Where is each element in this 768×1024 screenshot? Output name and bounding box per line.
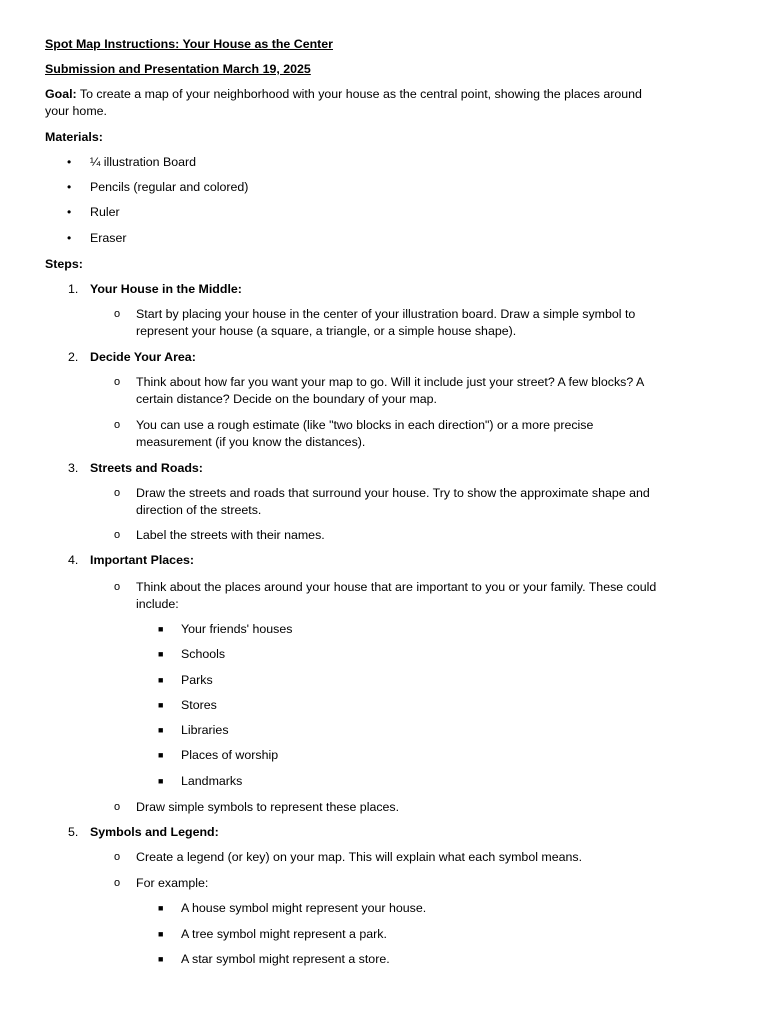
step-text: include: <box>136 597 179 611</box>
step-text: certain distance? Decide on the boundary of your map. <box>136 392 437 406</box>
step-text: direction of the streets. <box>136 503 262 517</box>
step-title: Symbols and Legend: <box>90 825 219 839</box>
goal-line-1 <box>45 87 642 102</box>
circle-bullet-icon: o <box>114 308 121 320</box>
circle-bullet-icon: o <box>114 851 121 863</box>
example-item: A tree symbol might represent a park. <box>181 927 387 941</box>
step-text: Think about the places around your house that are important to you or your family. These could <box>136 580 657 594</box>
square-bullet-icon: ■ <box>158 725 164 735</box>
material-item: ¼ illustration Board <box>90 155 197 169</box>
step-text: Draw simple symbols to represent these places. <box>136 800 400 814</box>
bullet-icon: • <box>67 180 72 194</box>
step-text: measurement (if you know the distances). <box>136 435 366 449</box>
square-bullet-icon: ■ <box>158 776 164 786</box>
materials-heading: Materials: <box>45 130 103 144</box>
square-bullet-icon: ■ <box>158 649 164 659</box>
step-text: Start by placing your house in the center of your illustration board. Draw a simple symbol to <box>136 307 636 321</box>
place-item: Your friends' houses <box>181 622 293 636</box>
material-item: Pencils (regular and colored) <box>90 180 249 194</box>
square-bullet-icon: ■ <box>158 624 164 634</box>
step-number: 4. <box>68 553 79 567</box>
bullet-icon: • <box>67 231 72 245</box>
step-number: 3. <box>68 461 79 475</box>
step-text: Think about how far you want your map to go. Will it include just your street? A few blocks? A <box>136 375 645 389</box>
circle-bullet-icon: o <box>114 801 121 813</box>
submission-date: Submission and Presentation March 19, 2025 <box>45 62 311 76</box>
step-text: Label the streets with their names. <box>136 528 325 542</box>
material-item: Ruler <box>90 205 120 219</box>
example-item: A house symbol might represent your house. <box>181 901 427 915</box>
circle-bullet-icon: o <box>114 487 121 499</box>
circle-bullet-icon: o <box>114 529 121 541</box>
step-text: For example: <box>136 876 209 890</box>
doc-title: Spot Map Instructions: Your House as the Center <box>45 37 334 51</box>
step-title: Decide Your Area: <box>90 350 196 364</box>
circle-bullet-icon: o <box>114 419 121 431</box>
place-item: Libraries <box>181 723 229 737</box>
square-bullet-icon: ■ <box>158 929 164 939</box>
bullet-icon: • <box>67 155 72 169</box>
step-number: 5. <box>68 825 79 839</box>
circle-bullet-icon: o <box>114 581 121 593</box>
steps-heading: Steps: <box>45 257 83 271</box>
square-bullet-icon: ■ <box>158 700 164 710</box>
place-item: Landmarks <box>181 774 243 788</box>
circle-bullet-icon: o <box>114 376 121 388</box>
material-item: Eraser <box>90 231 127 245</box>
place-item: Parks <box>181 673 213 687</box>
square-bullet-icon: ■ <box>158 903 164 913</box>
circle-bullet-icon: o <box>114 877 121 889</box>
place-item: Stores <box>181 698 217 712</box>
goal-label: Goal: <box>45 87 77 101</box>
step-text: Draw the streets and roads that surround your house. Try to show the approximate shape and <box>136 486 650 500</box>
place-item: Places of worship <box>181 748 279 762</box>
bullet-icon: • <box>67 205 72 219</box>
step-number: 1. <box>68 282 79 296</box>
step-title: Important Places: <box>90 553 194 567</box>
step-number: 2. <box>68 350 79 364</box>
step-text: Create a legend (or key) on your map. This will explain what each symbol means. <box>136 850 583 864</box>
square-bullet-icon: ■ <box>158 675 164 685</box>
goal-text-1: To create a map of your neighborhood with your house as the central point, showing the places around <box>79 87 642 101</box>
square-bullet-icon: ■ <box>158 954 164 964</box>
step-title: Your House in the Middle: <box>90 282 242 296</box>
step-text: represent your house (a square, a triangle, or a simple house shape). <box>136 324 517 338</box>
step-title: Streets and Roads: <box>90 461 203 475</box>
square-bullet-icon: ■ <box>158 750 164 760</box>
example-item: A star symbol might represent a store. <box>181 952 390 966</box>
goal-text-2: your home. <box>45 104 107 118</box>
step-text: You can use a rough estimate (like "two blocks in each direction") or a more precise <box>136 418 594 432</box>
place-item: Schools <box>181 647 226 661</box>
